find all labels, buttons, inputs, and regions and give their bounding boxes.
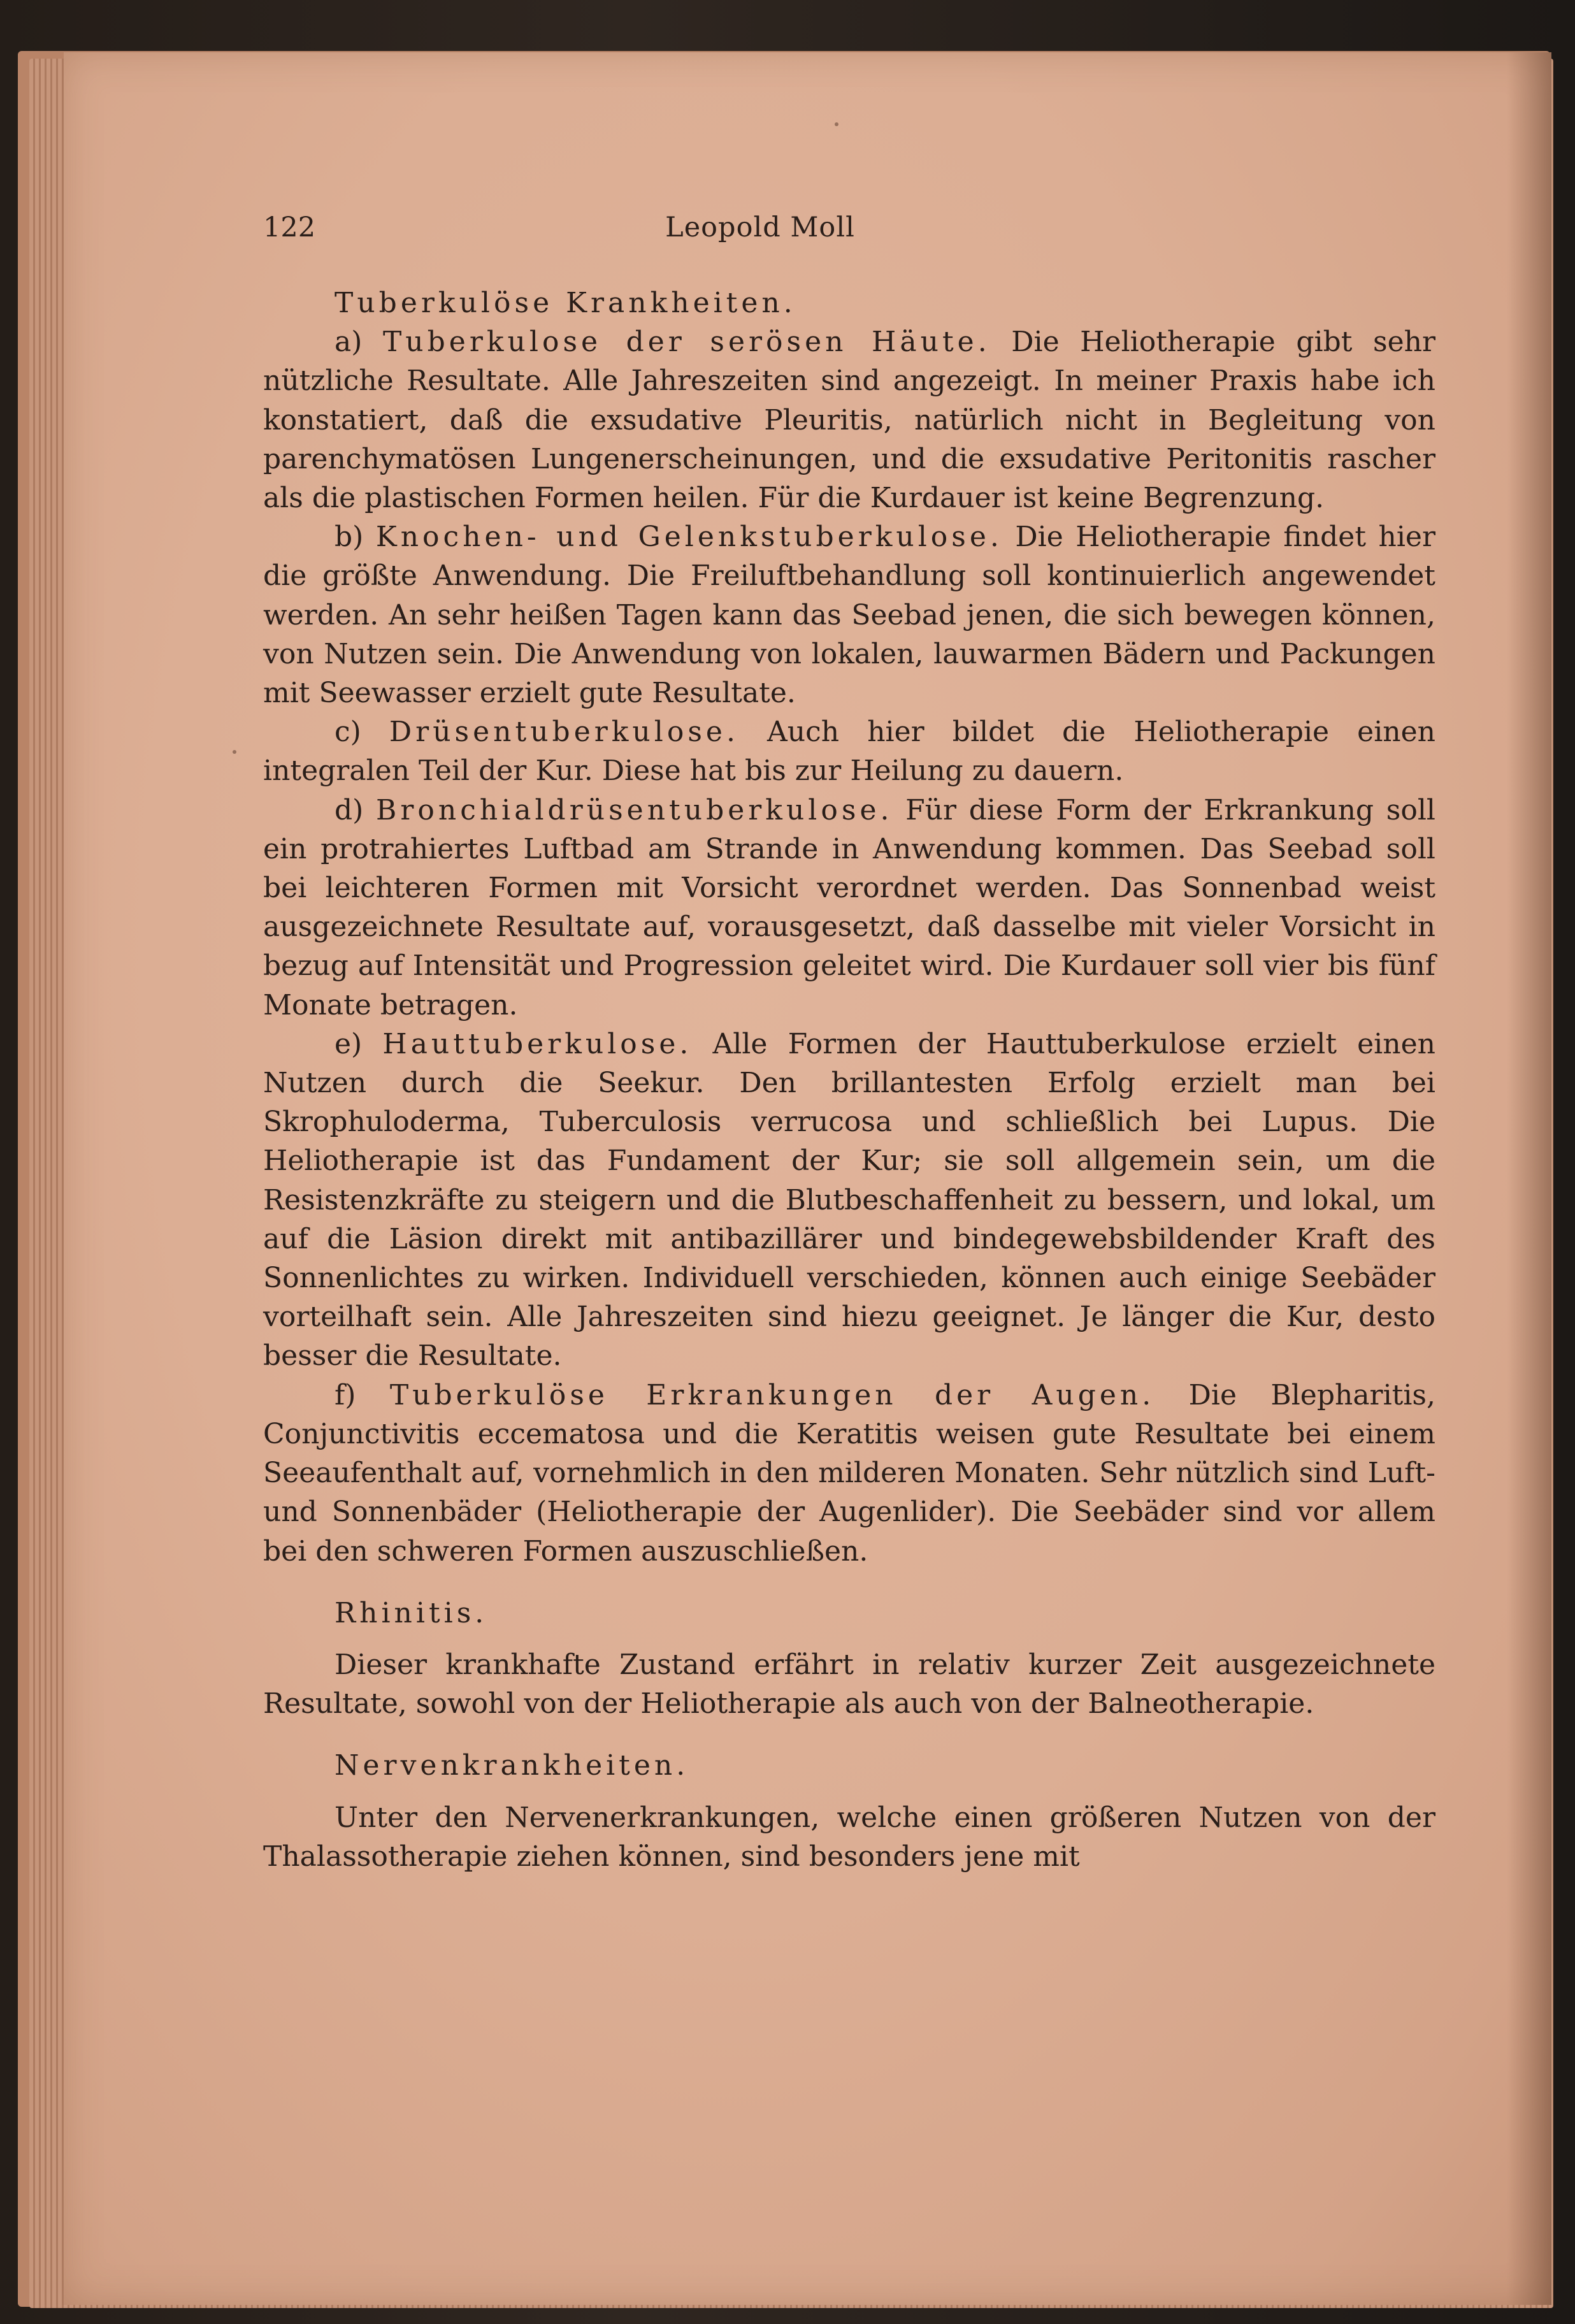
paragraph-item-d xyxy=(263,791,1435,1025)
section-heading-rhinitis: Rhinitis. xyxy=(334,1596,488,1629)
section-heading-nerves: Nervenkrankheiten. xyxy=(334,1749,689,1782)
item-term: Drüsentuberkulose. xyxy=(389,716,739,749)
paragraph-item-f xyxy=(263,1376,1435,1571)
item-label: d) xyxy=(334,793,364,826)
paragraph-item-a xyxy=(263,322,1435,517)
item-label: c) xyxy=(334,716,361,749)
paragraph-item-e xyxy=(263,1025,1435,1376)
item-text: Die Heliotherapie findet hier die größte Anwendung. Die Freiluftbehandlung soll kontinuierlich angewendet werden. An sehr heißen Tagen kann das Seebad jenen, die sich bewegen können, von Nutzen sein. Die Anwendung von lokalen, lauwarmen Bädern und Packungen mit Seewasser erzielt gute Resultate. xyxy=(263,521,1435,710)
paragraph-item-b xyxy=(263,517,1435,712)
item-text: Die Blepharitis, Conjunctivitis eccematosa und die Keratitis weisen gute Resultate bei einem Seeaufenthalt auf, vornehmlich in den milderen Monaten. Sehr nützlich sind Luft- und Sonnenbäder (Heliotherapie der Augenlider). Die Seebäder sind vor allem bei den schweren Formen auszuschließen. xyxy=(263,1378,1435,1568)
body-text xyxy=(263,284,1435,1876)
item-label: b) xyxy=(334,521,364,554)
page-number: 122 xyxy=(263,212,316,243)
item-text: Für diese Form der Erkrankung soll ein protrahiertes Luftbad am Strande in Anwendung kommen. Das Seebad soll bei leichteren Formen mit Vorsicht verordnet werden. Das Sonnenbad weist ausgezeichnete Resultate auf, vorausgesetzt, daß dasselbe mit vieler Vorsicht in bezug auf Intensität und Progression geleitet wird. Die Kurdauer soll vier bis fünf Monate betragen. xyxy=(263,793,1435,1021)
gutter-shadow xyxy=(1507,52,1551,2305)
item-text: Alle Formen der Hauttuberkulose erzielt einen Nutzen durch die Seekur. Den brillantesten Erfolg erzielt man bei Skrophuloderma, Tuberculosis verrucosa und schließlich bei Lupus. Die Heliotherapie ist das Fundament der Kur; sie soll allgemein sein, um die Resistenzkräfte zu steigern und die Blutbeschaffenheit zu bessern, und lokal, um auf die Läsion direkt mit antibazillärer und bindegewebsbildender Kraft des Sonnenlichtes zu wirken. Individuell verschieden, können auch einige Seebäder vorteilhaft sein. Alle Jahreszeiten sind hiezu geeignet. Je länger die Kur, desto besser die Resultate. xyxy=(263,1027,1435,1373)
item-label: a) xyxy=(334,326,363,359)
item-term: Tuberkulöse Erkrankungen der Augen. xyxy=(389,1378,1155,1411)
running-head: Leopold Moll xyxy=(665,212,855,243)
paragraph-item-c xyxy=(263,712,1435,790)
paragraph-nerves: Unter den Nervenerkrankungen, welche einen größeren Nutzen von der Thalassotherapie ziehen können, sind besonders jene mit xyxy=(263,1801,1435,1873)
item-label: f) xyxy=(334,1378,356,1411)
paper-speck xyxy=(233,750,236,754)
paragraph-rhinitis: Dieser krankhafte Zustand erfährt in relativ kurzer Zeit ausgezeichnete Resultate, sowohl von der Heliotherapie als auch von der Balneotherapie. xyxy=(263,1648,1435,1721)
item-text: Die Heliotherapie gibt sehr nützliche Resultate. Alle Jahreszeiten sind angezeigt. In meiner Praxis habe ich konstatiert, daß die exsudative Pleuritis, natürlich nicht in Begleitung von parenchymatösen Lungenerscheinungen, und die exsudative Peritonitis rascher als die plastischen Formen heilen. Für die Kurdauer ist keine Begrenzung. xyxy=(263,326,1435,515)
paper-speck xyxy=(835,122,838,126)
item-label: e) xyxy=(334,1027,363,1060)
page-header xyxy=(263,212,1257,256)
section-heading-tuberculosis: Tuberkulöse Krankheiten. xyxy=(334,287,796,319)
item-text: Auch hier bildet die Heliotherapie einen integralen Teil der Kur. Diese hat bis zur Heilung zu dauern. xyxy=(263,716,1435,788)
item-term: Hauttuberkulose. xyxy=(382,1027,693,1060)
item-term: Bronchialdrüsentuberkulose. xyxy=(376,793,893,826)
item-term: Knochen- und Gelenkstuberkulose. xyxy=(375,521,1003,554)
item-term: Tuberkulose der serösen Häute. xyxy=(382,326,991,359)
